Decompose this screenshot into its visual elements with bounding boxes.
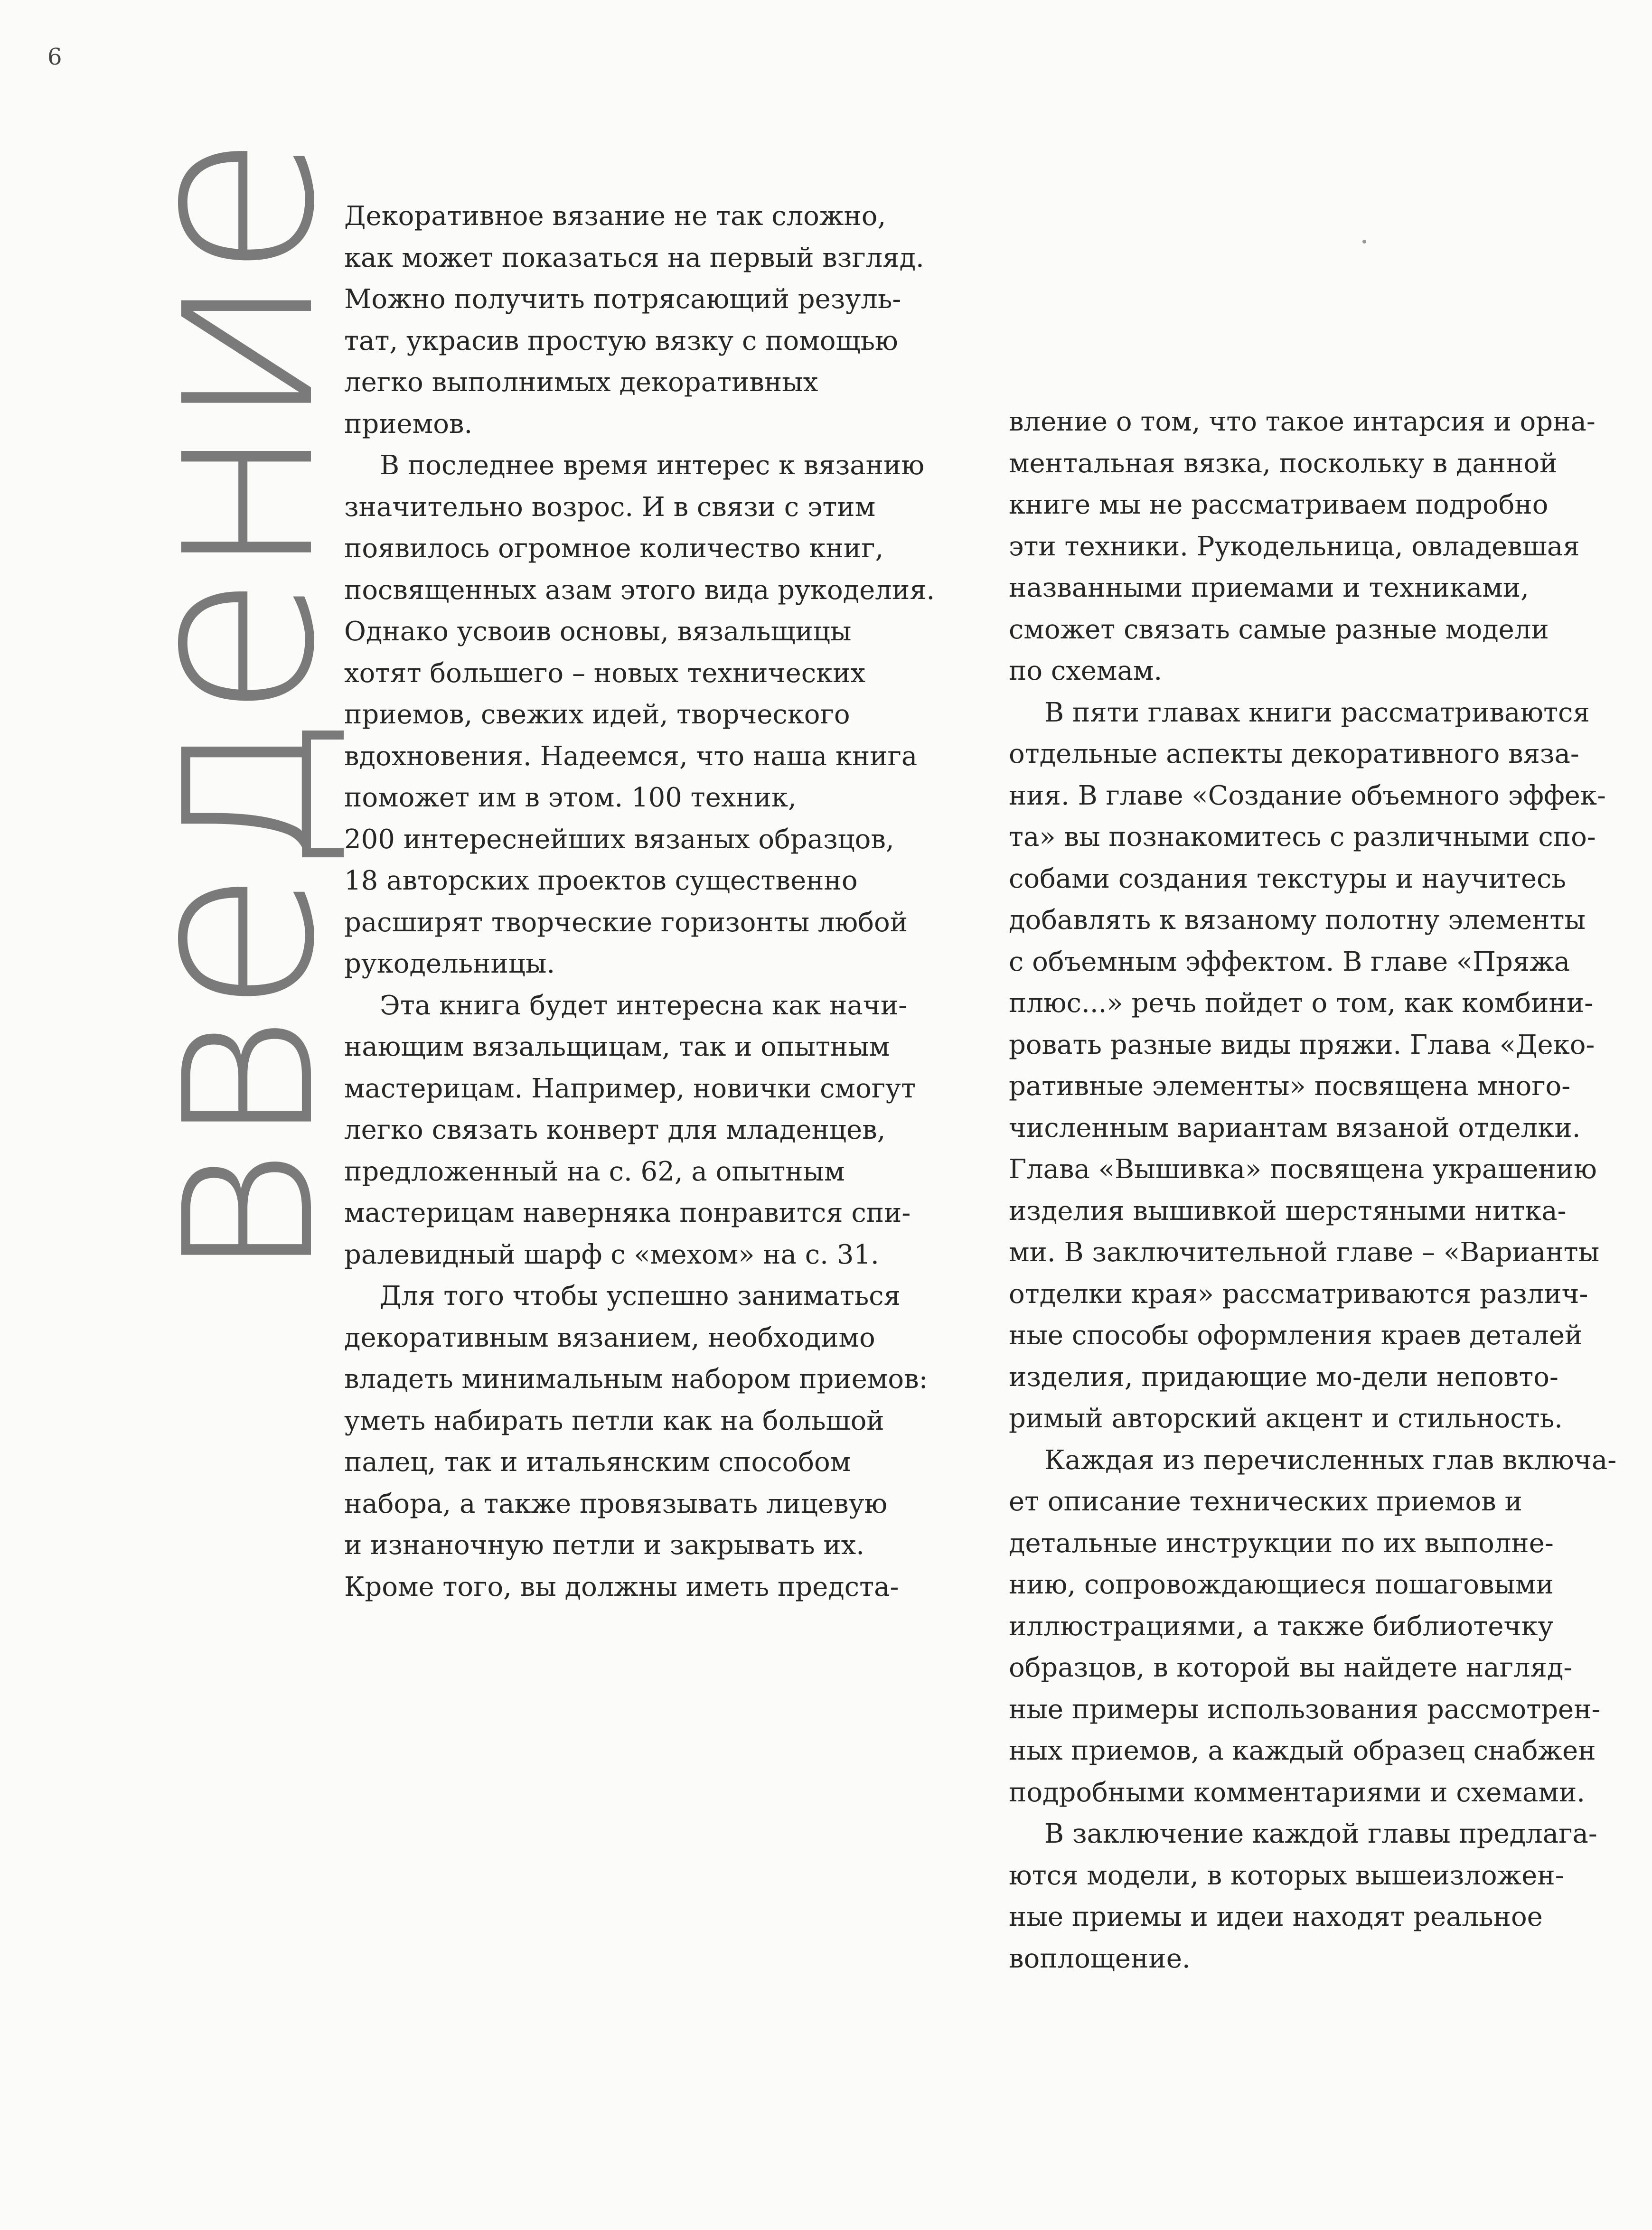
text-line: сможет связать самые разные модели [1009,614,1549,645]
text-line: Кроме того, вы должны иметь предста- [344,1571,899,1602]
paragraph [344,445,935,985]
text-line: мастерицам. Например, новички смогут [344,1073,916,1104]
text-line: Однако усвоив основы, вязальщицы [344,616,852,647]
text-line: и изнаночную петли и закрывать их. [344,1530,865,1561]
text-line: хотят большего – новых технических [344,657,866,689]
text-line: плюс...» речь пойдет о том, как комбини- [1009,988,1593,1019]
text-line: отдельные аспекты декоративного вяза- [1009,739,1579,769]
text-line: подробными комментариями и схемами. [1009,1777,1586,1808]
text-line: предложенный на с. 62, а опытным [344,1156,845,1187]
text-line: приемов, свежих идей, творческого [344,699,850,730]
text-line: как может показаться на первый взгляд. [344,242,924,273]
text-line: Каждая из перечисленных глав включа- [1044,1444,1617,1476]
text-line: образцов, в которой вы найдете нагляд- [1009,1652,1573,1683]
text-line: ет описание технических приемов и [1009,1486,1522,1517]
text-line: декоративным вязанием, необходимо [344,1322,875,1353]
text-line: палец, так и итальянским способом [344,1447,851,1478]
text-line: нающим вязальщицам, так и опытным [344,1031,890,1062]
text-line: В последнее время интерес к вязанию [380,450,925,481]
text-column-right [1009,401,1616,1979]
text-line: ративные элементы» посвящена много- [1009,1071,1571,1102]
text-line: ются модели, в которых вышеизложен- [1009,1860,1564,1891]
text-line: воплощение. [1009,1943,1191,1974]
text-line: тат, украсив простую вязку с помощью [344,325,898,356]
text-line: легко связать конверт для младенцев, [344,1115,886,1145]
text-line: нию, сопровождающиеся пошаговыми [1009,1569,1554,1600]
text-line: расширят творческие горизонты любой [344,907,908,938]
text-line: легко выполнимых декоративных [344,367,818,398]
text-line: ные приемы и идеи находят реальное [1009,1902,1543,1932]
text-line: книге мы не рассматриваем подробно [1009,489,1549,520]
text-line: по схемам. [1009,656,1163,686]
text-line: вдохновения. Надеемся, что наша книга [344,740,918,772]
paragraph [344,196,935,445]
text-line: изделия, придающие мо-дели неповто- [1009,1361,1558,1393]
paragraph [1009,692,1616,1440]
text-line: детальные инструкции по их выполне- [1009,1527,1554,1559]
text-line: ные примеры использования рассмотрен- [1009,1694,1601,1725]
text-line: римый авторский акцент и стильность. [1009,1403,1563,1434]
text-line: Глава «Вышивка» посвящена украшению [1009,1154,1597,1185]
chapter-heading: введение [91,139,367,1282]
text-line: ралевидный шарф с «мехом» на с. 31. [344,1239,879,1270]
text-line: В пяти главах книги рассматриваются [1044,697,1590,728]
text-line: Для того чтобы успешно заниматься [380,1281,901,1312]
text-line: эти техники. Рукодельница, овладевшая [1009,531,1580,562]
paragraph [344,1275,935,1608]
text-line: вление о том, что такое интарсия и орна- [1009,406,1596,437]
text-line: владеть минимальным набором приемов: [344,1364,928,1395]
text-line: та» вы познакомитесь с различными спо- [1009,822,1596,853]
paragraph [1009,1813,1616,1979]
text-line: с объемным эффектом. В главе «Пряжа [1009,946,1570,977]
text-line: приемов. [344,408,473,440]
paragraph [1009,401,1616,692]
text-line: ровать разные виды пряжи. Глава «Деко- [1009,1029,1595,1060]
text-line: иллюстрациями, а также библиотечку [1009,1611,1554,1642]
text-line: собами создания текстуры и научитесь [1009,863,1566,894]
text-line: посвященных азам этого вида рукоделия. [344,574,935,606]
text-line: мастерицам наверняка понравится спи- [344,1198,911,1228]
text-line: отделки края» рассматриваются различ- [1009,1278,1588,1310]
paragraph [1009,1440,1616,1814]
text-line: Декоративное вязание не так сложно, [344,201,886,232]
text-column-left [344,196,935,1608]
text-line: набора, а также провязывать лицевую [344,1488,888,1519]
text-line: названными приемами и техниками, [1009,572,1529,603]
text-line: ния. В главе «Создание объемного эффек- [1009,780,1606,811]
scan-speck [1362,240,1366,244]
text-line: ми. В заключительной главе – «Варианты [1009,1237,1600,1268]
text-line: В заключение каждой главы предлага- [1044,1818,1597,1849]
text-line: 18 авторских проектов существенно [344,865,858,896]
text-line: добавлять к вязаному полотну элементы [1009,905,1586,936]
text-line: поможет им в этом. 100 техник, [344,782,797,813]
text-line: Эта книга будет интересна как начи- [380,990,908,1021]
text-line: ментальная вязка, поскольку в данной [1009,448,1558,479]
text-line: значительно возрос. И в связи с этим [344,491,876,523]
text-line: 200 интереснейших вязаных образцов, [344,824,894,855]
text-line: численным вариантам вязаной отделки. [1009,1112,1581,1143]
page-number: 6 [47,44,62,70]
text-line: появилось огромное количество книг, [344,533,884,564]
text-line: Можно получить потрясающий резуль- [344,284,901,315]
paragraph [344,985,935,1276]
text-line: ных приемов, а каждый образец снабжен [1009,1735,1596,1766]
text-line: изделия вышивкой шерстяными нитка- [1009,1195,1567,1227]
text-line: ные способы оформления краев деталей [1009,1320,1583,1351]
text-line: рукодельницы. [344,948,555,979]
text-line: уметь набирать петли как на большой [344,1405,884,1436]
